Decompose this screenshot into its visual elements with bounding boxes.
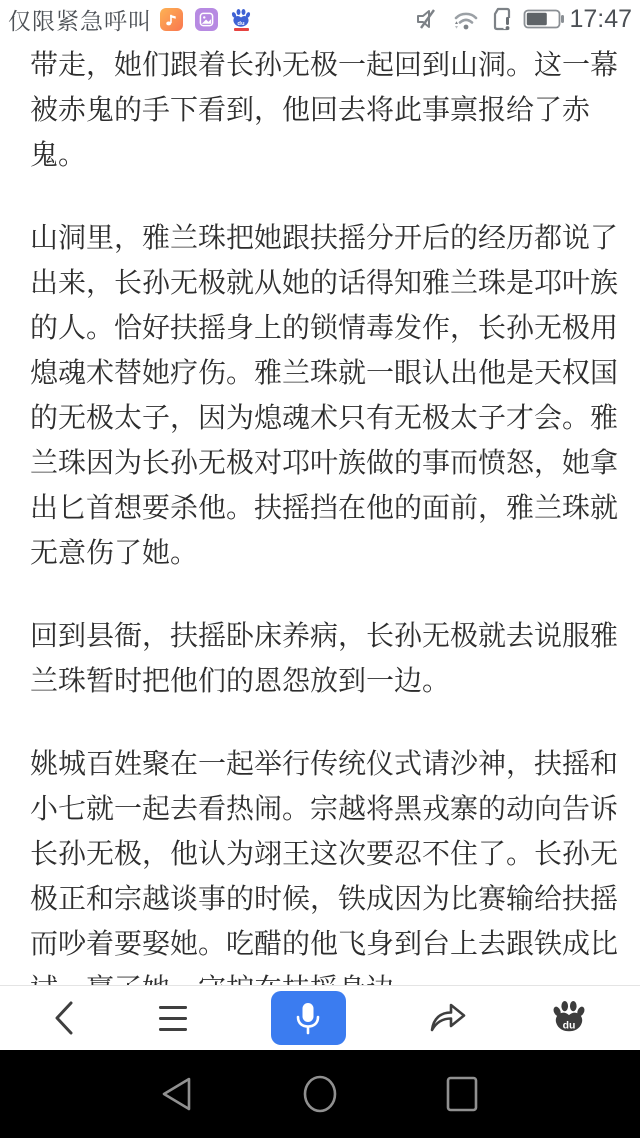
svg-text:du: du bbox=[237, 20, 245, 27]
text-line: 出来，长孙无极就从她的话得知雅兰珠是邛叶族 bbox=[30, 267, 619, 298]
text-line: 的无极太子，因为熄魂术只有无极太子才会。雅 bbox=[30, 402, 619, 433]
status-icons bbox=[414, 6, 565, 32]
paragraph bbox=[30, 215, 619, 575]
android-home-icon bbox=[302, 1075, 338, 1113]
share-button[interactable] bbox=[428, 1001, 468, 1035]
text-line: 鬼。 bbox=[30, 139, 87, 170]
menu-button[interactable] bbox=[158, 1004, 188, 1032]
text-line: 兰珠因为长孙无极对邛叶族做的事而愤怒，她拿 bbox=[30, 447, 619, 478]
text-line: 而吵着要娶她。吃醋的他飞身到台上去跟铁成比 bbox=[30, 928, 619, 959]
text-line: 出匕首想要杀他。扶摇挡在他的面前，雅兰珠就 bbox=[30, 492, 619, 523]
text-line: 极正和宗越谈事的时候，铁成因为比赛输给扶摇 bbox=[30, 883, 619, 914]
baidu-home-button[interactable] bbox=[550, 999, 588, 1037]
paragraph bbox=[30, 613, 619, 703]
baidu-logo-icon bbox=[550, 999, 588, 1037]
gallery-app-icon bbox=[195, 8, 218, 31]
android-back-icon bbox=[158, 1075, 194, 1113]
text-line: 长孙无极，他认为翊王这次要忍不住了。长孙无 bbox=[30, 838, 619, 869]
microphone-icon bbox=[293, 1000, 323, 1036]
back-button[interactable] bbox=[52, 1000, 76, 1036]
text-line: 兰珠暂时把他们的恩怨放到一边。 bbox=[30, 665, 451, 696]
baidu-app-icon bbox=[230, 8, 252, 31]
text-line: 的人。恰好扶摇身上的锁情毒发作，长孙无极用 bbox=[30, 312, 619, 343]
sim-alert-icon bbox=[490, 6, 514, 32]
android-recents-button[interactable] bbox=[426, 1050, 498, 1138]
paragraph bbox=[30, 42, 619, 177]
article bbox=[0, 38, 640, 985]
text-line: 被赤鬼的手下看到，他回去将此事禀报给了赤 bbox=[30, 94, 591, 125]
text-line: 熄魂术替她疗伤。雅兰珠就一眼认出他是天权国 bbox=[30, 357, 619, 388]
wifi-icon bbox=[449, 7, 481, 32]
menu-icon bbox=[158, 1004, 188, 1032]
music-app-icon bbox=[160, 8, 183, 31]
carrier-text: 仅限紧急呼叫 bbox=[8, 7, 152, 34]
android-nav-bar bbox=[0, 1050, 640, 1138]
text-line: 小七就一起去看热闹。宗越将黑戎寨的动向告诉 bbox=[30, 793, 619, 824]
android-recents-icon bbox=[444, 1075, 480, 1113]
text-line: 姚城百姓聚在一起举行传统仪式请沙神，扶摇和 bbox=[30, 748, 619, 779]
paragraph bbox=[30, 741, 619, 1011]
notification-icons bbox=[160, 8, 252, 31]
text-line: 无意伤了她。 bbox=[30, 537, 199, 568]
clock: 17:47 bbox=[569, 4, 632, 33]
back-icon bbox=[52, 1000, 76, 1036]
battery-icon bbox=[523, 8, 565, 30]
android-home-button[interactable] bbox=[284, 1050, 356, 1138]
android-back-button[interactable] bbox=[140, 1050, 212, 1138]
share-icon bbox=[428, 1001, 468, 1035]
bottom-toolbar bbox=[0, 985, 640, 1050]
text-line: 带走，她们跟着长孙无极一起回到山洞。这一幕 bbox=[30, 49, 619, 80]
status-bar bbox=[0, 0, 640, 38]
text-line: 回到县衙，扶摇卧床养病，长孙无极就去说服雅 bbox=[30, 620, 619, 651]
mute-icon bbox=[414, 7, 440, 31]
svg-text:du: du bbox=[562, 1020, 576, 1032]
text-line: 山洞里，雅兰珠把她跟扶摇分开后的经历都说了 bbox=[30, 222, 619, 253]
voice-search-button[interactable] bbox=[271, 991, 346, 1045]
